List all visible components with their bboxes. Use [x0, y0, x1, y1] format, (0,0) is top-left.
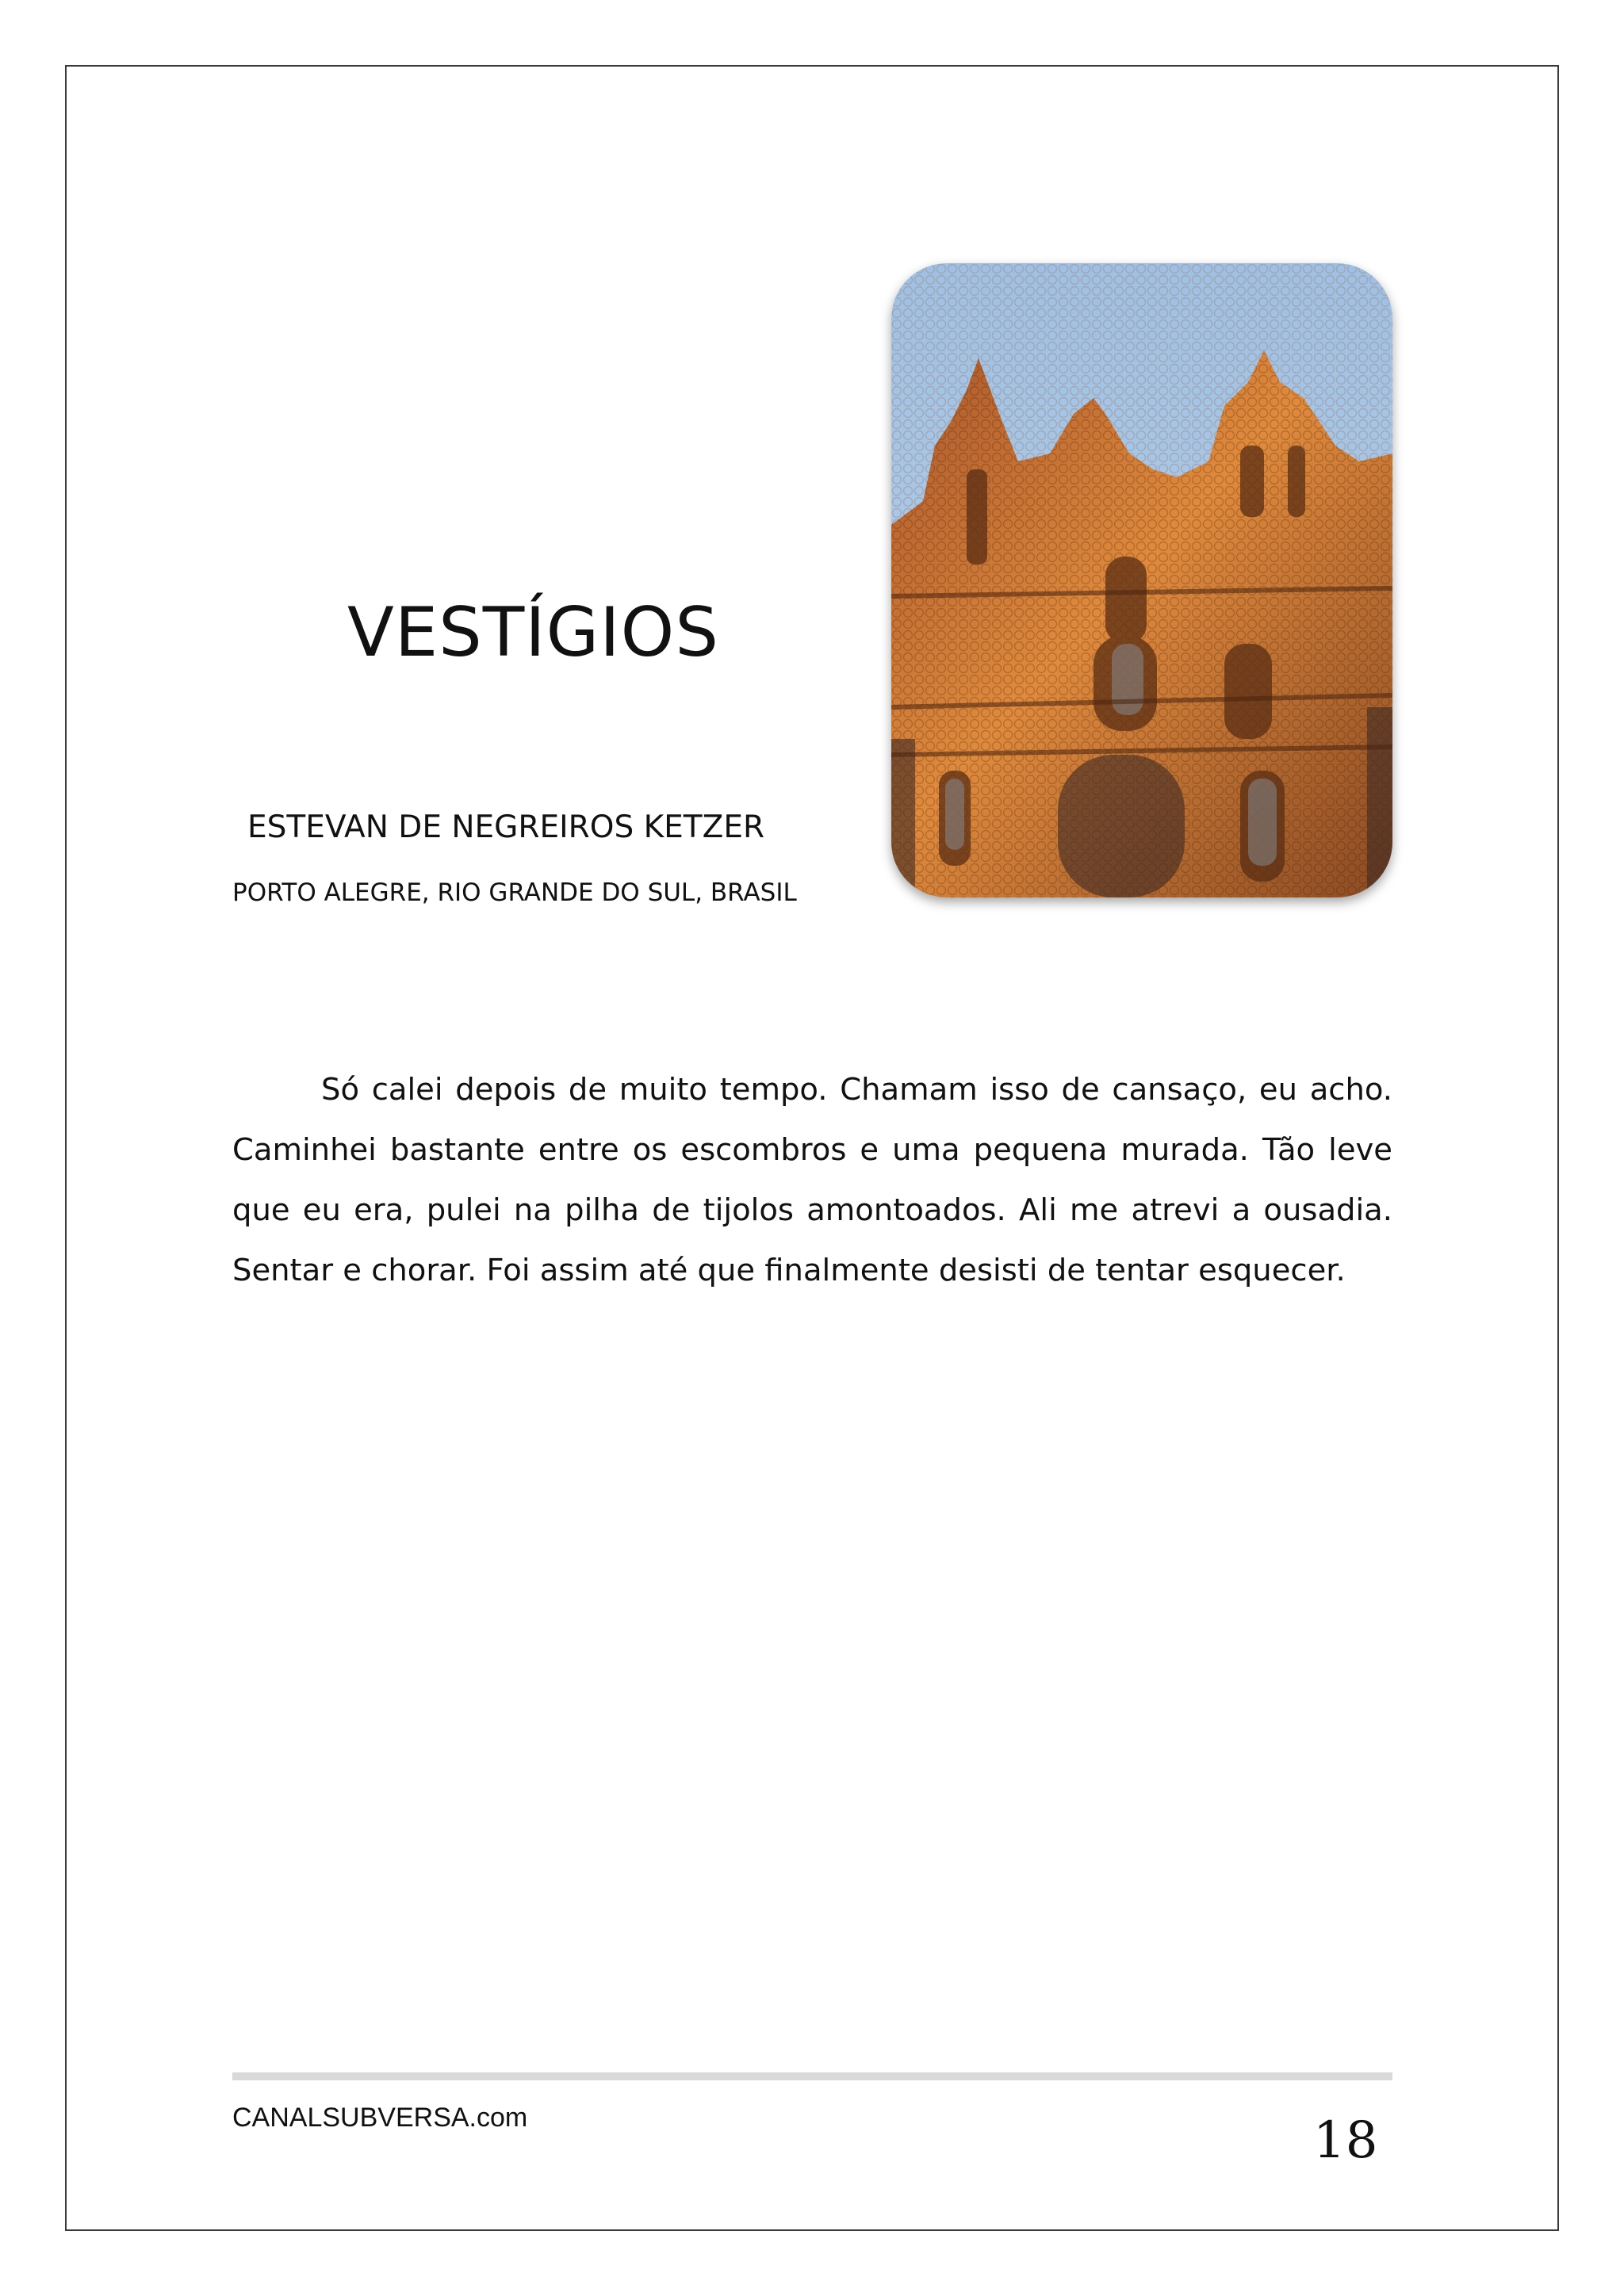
footer-divider	[232, 2072, 1392, 2080]
footer-website: CANALSUBVERSA.com	[232, 2103, 528, 2133]
page-number: 18	[1313, 2111, 1378, 2170]
cathedral-image	[891, 263, 1392, 897]
body-paragraph: Só calei depois de muito tempo. Chamam isso de cansaço, eu acho. Caminhei bastante entre os escombros e uma pequena murada. Tão leve que eu era, pulei na pilha de tijolos amontoados. Ali me atrevi a ousadia. Sentar e chorar. Foi assim até que finalmente desisti de tentar esquecer.	[232, 1072, 1392, 1288]
page-title: VESTÍGIOS	[347, 593, 719, 672]
author-name: ESTEVAN DE NEGREIROS KETZER	[247, 809, 765, 845]
author-location: PORTO ALEGRE, RIO GRANDE DO SUL, BRASIL	[232, 878, 797, 907]
